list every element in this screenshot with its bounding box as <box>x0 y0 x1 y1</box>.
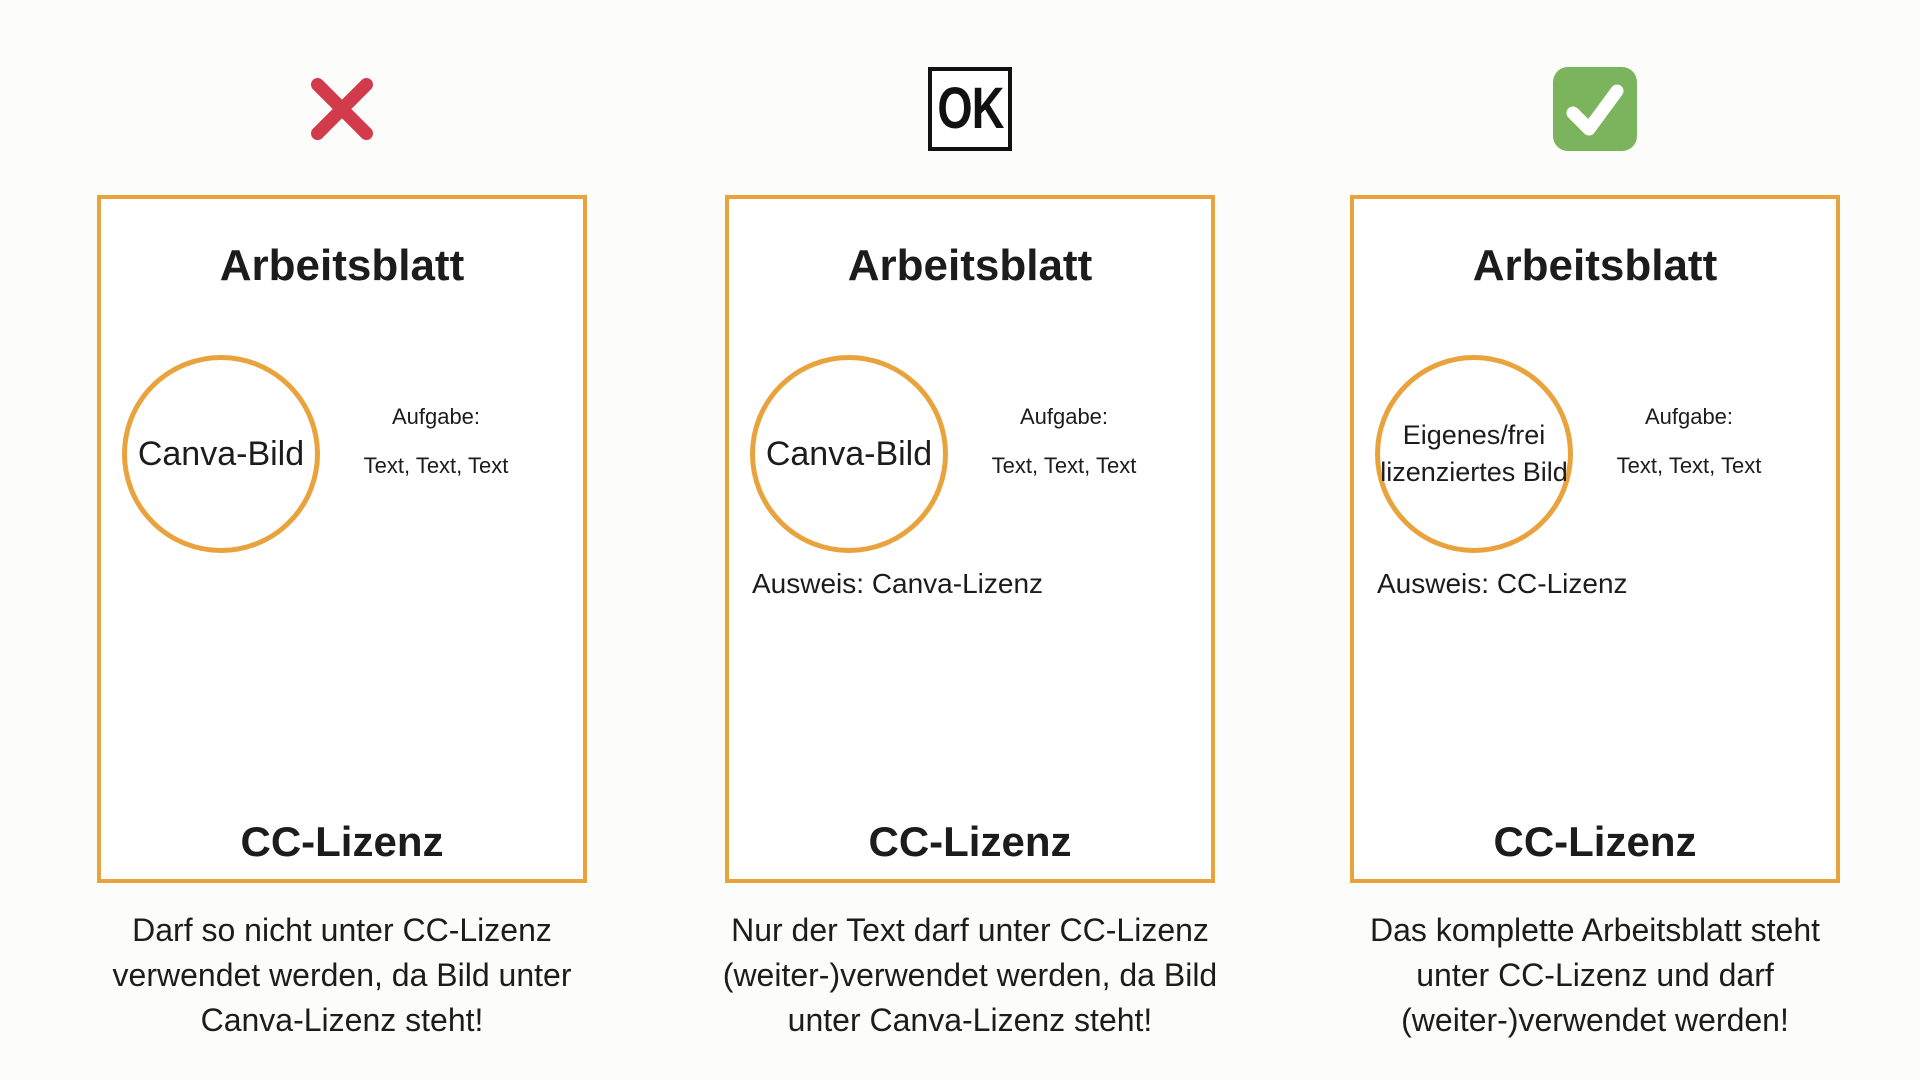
worksheet-panel <box>725 195 1215 883</box>
task-heading: Aufgabe: <box>1644 404 1734 429</box>
verdict-icon-wrap <box>1350 64 1840 154</box>
caption-line: verwendet werden, da Bild unter <box>112 957 572 993</box>
caption-line: (weiter-)verwendet werden! <box>1401 1002 1789 1038</box>
image-label: Canva-Bild <box>765 435 933 473</box>
column-caption <box>62 908 622 1043</box>
task-heading: Aufgabe: <box>391 404 481 429</box>
license-line: Ausweis: CC-Lizenz <box>1377 568 1628 599</box>
worksheet-footer: CC-Lizenz <box>868 818 1072 865</box>
verdict-icon-wrap <box>97 64 587 154</box>
verdict-icon-wrap <box>725 64 1215 154</box>
worksheet-footer: CC-Lizenz <box>1493 818 1697 865</box>
task-body: Text, Text, Text <box>991 453 1137 478</box>
caption-line: Nur der Text darf unter CC-Lizenz <box>731 912 1209 948</box>
column-not-allowed <box>97 0 587 1080</box>
worksheet-title: Arbeitsblatt <box>1472 241 1718 290</box>
caption-line: Darf so nicht unter CC-Lizenz <box>132 912 552 948</box>
task-block <box>1569 403 1809 480</box>
worksheet-panel <box>1350 195 1840 883</box>
checkmark-glyph <box>1553 67 1637 151</box>
caption-line: (weiter-)verwendet werden, da Bild <box>722 957 1218 993</box>
image-placeholder-circle <box>1375 355 1573 553</box>
column-ok <box>722 0 1218 1080</box>
license-line: Ausweis: Canva-Lizenz <box>752 568 1044 599</box>
caption-line: Das komplette Arbeitsblatt steht <box>1370 912 1820 948</box>
task-block <box>944 403 1184 480</box>
caption-line: unter Canva-Lizenz steht! <box>787 1002 1153 1038</box>
worksheet-title: Arbeitsblatt <box>847 241 1093 290</box>
cross-icon <box>301 68 383 150</box>
checkmark-icon <box>1553 67 1637 151</box>
task-block <box>316 403 556 480</box>
image-label-line2: lizenziertes Bild <box>1380 457 1568 487</box>
image-placeholder-circle <box>122 355 320 553</box>
column-caption <box>1315 908 1875 1043</box>
ok-icon-label: OK <box>936 76 1004 141</box>
task-body: Text, Text, Text <box>363 453 509 478</box>
worksheet-footer: CC-Lizenz <box>240 818 444 865</box>
image-label: Eigenes/frei <box>1402 420 1546 450</box>
caption-line: unter CC-Lizenz und darf <box>1416 957 1774 993</box>
worksheet-title: Arbeitsblatt <box>219 241 465 290</box>
column-allowed <box>1350 0 1840 1080</box>
ok-icon <box>928 67 1012 151</box>
caption-line: Canva-Lizenz steht! <box>200 1002 484 1038</box>
task-body: Text, Text, Text <box>1616 453 1762 478</box>
worksheet-panel <box>97 195 587 883</box>
column-caption <box>690 908 1250 1043</box>
image-placeholder-circle <box>750 355 948 553</box>
task-heading: Aufgabe: <box>1019 404 1109 429</box>
image-label: Canva-Bild <box>137 435 305 473</box>
